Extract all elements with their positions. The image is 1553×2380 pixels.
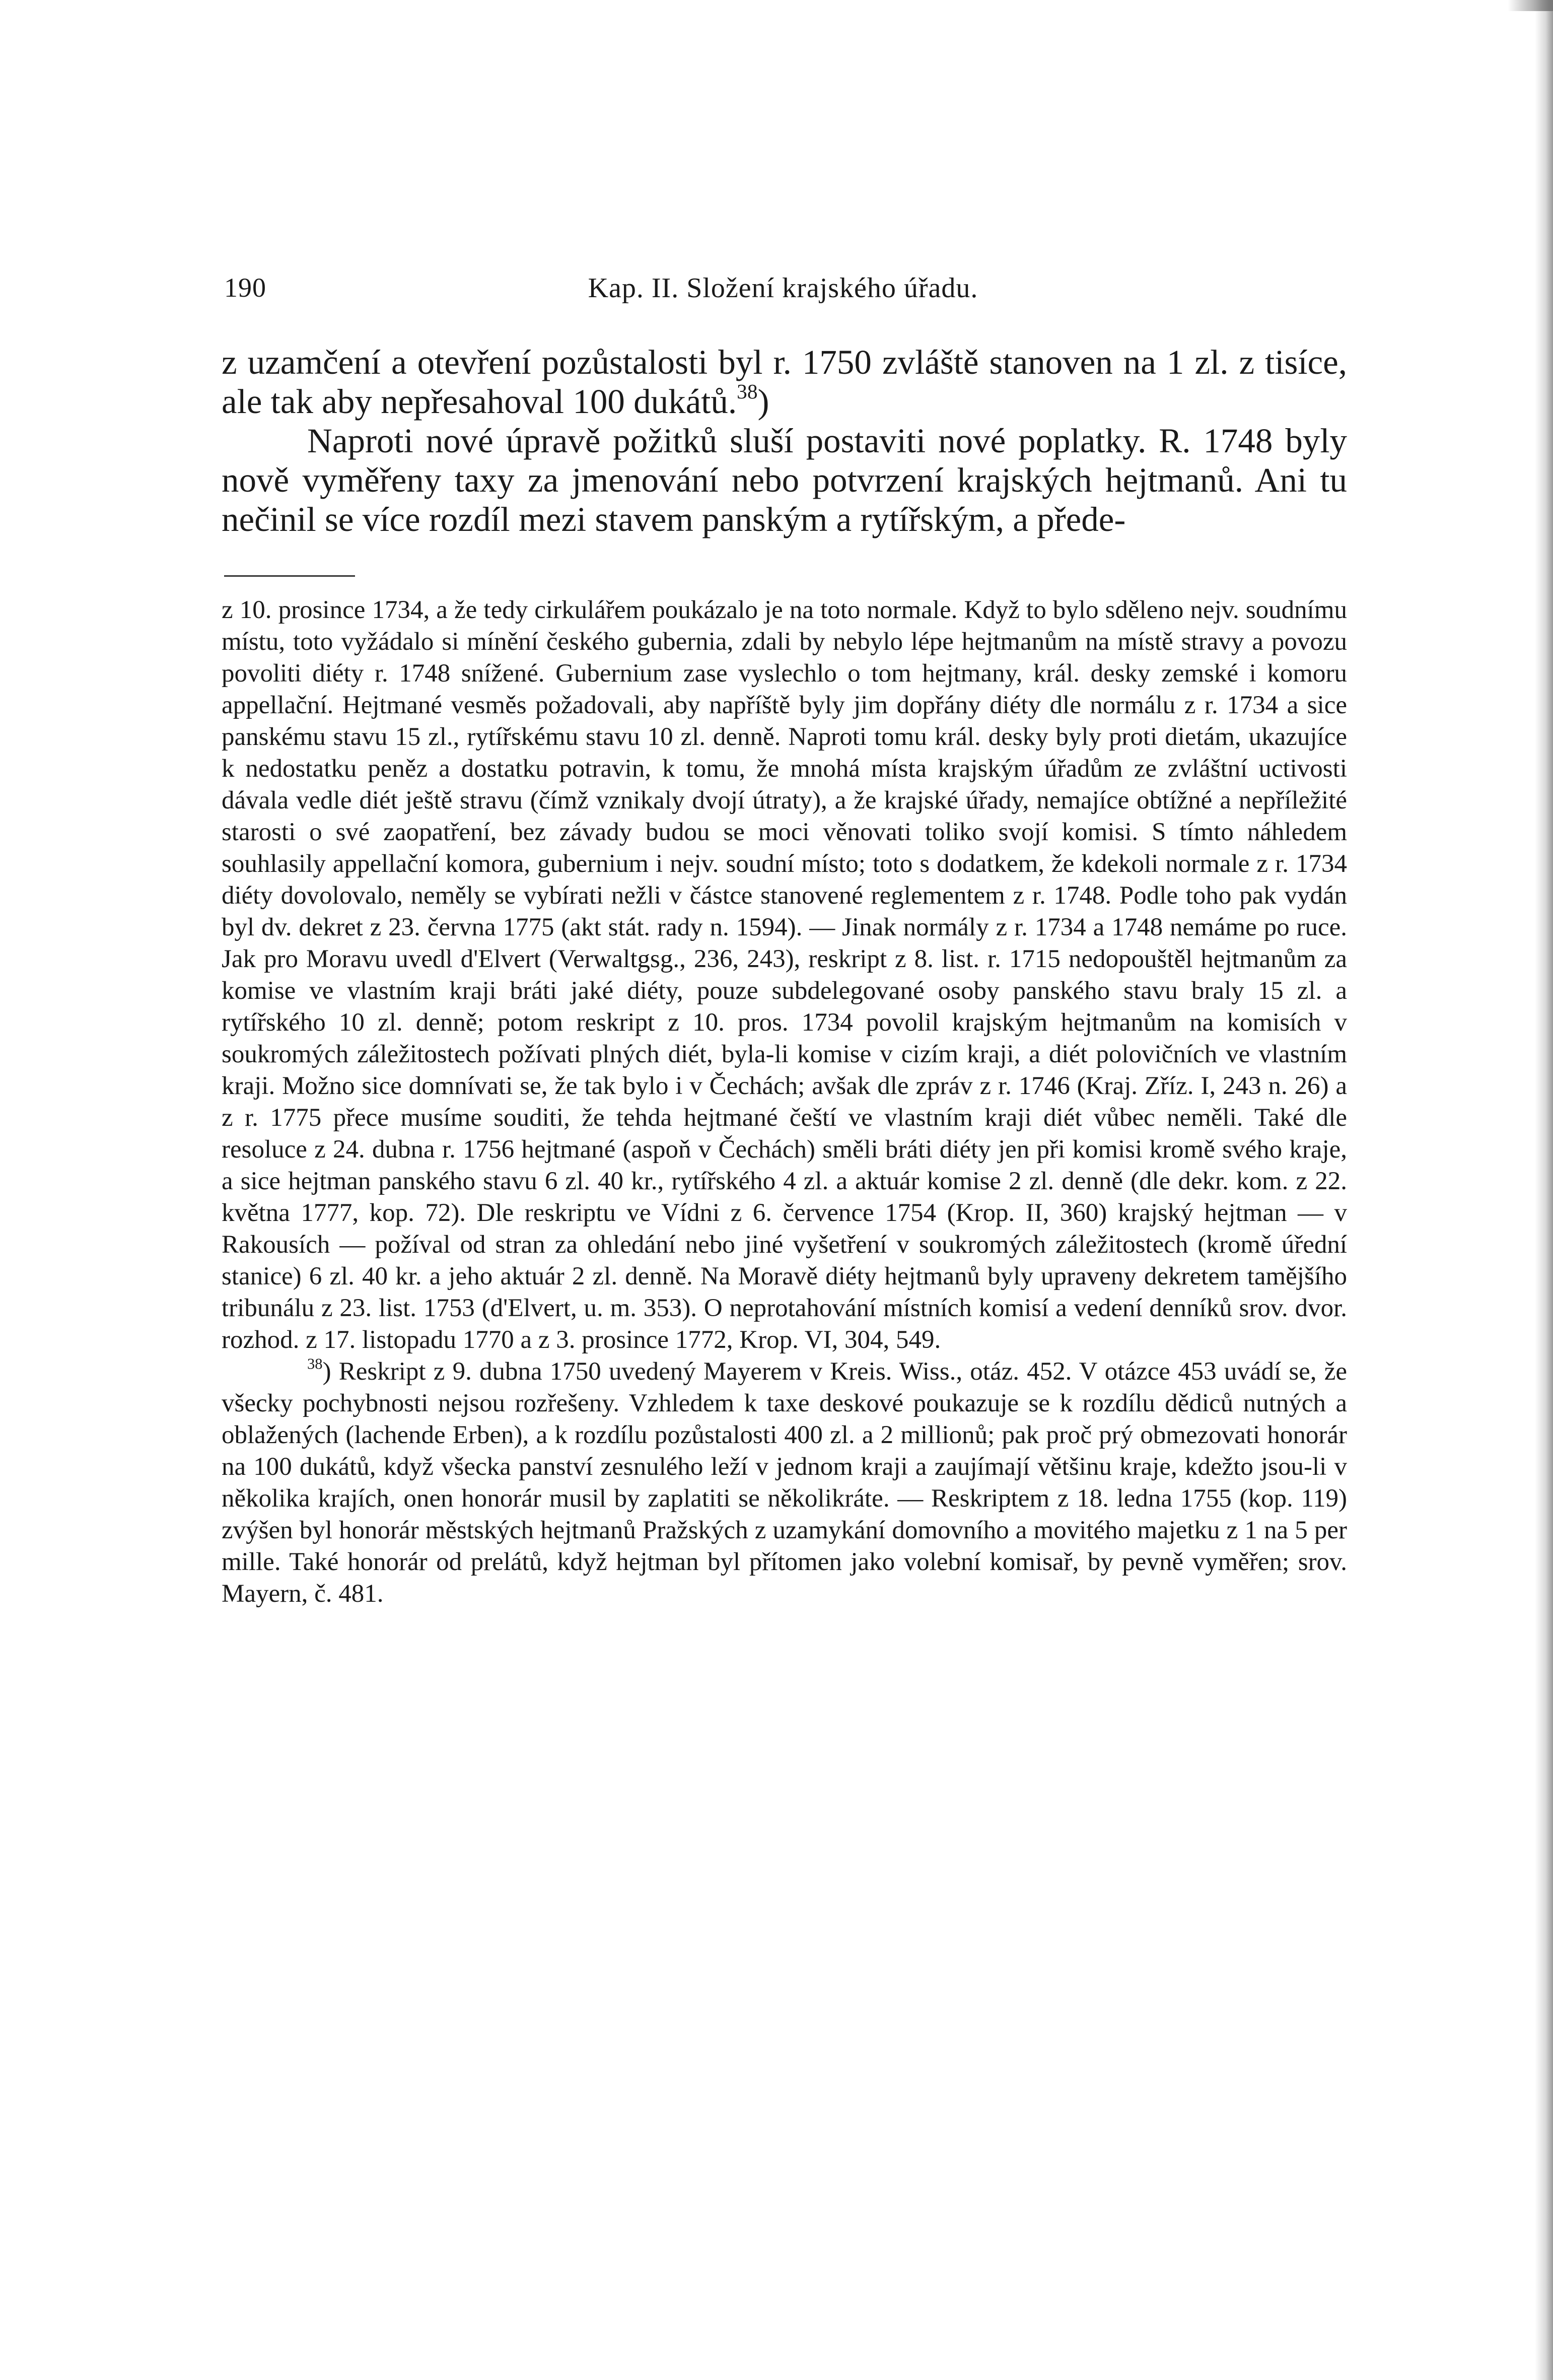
page-header (224, 272, 1342, 307)
paragraph-1-text: z uzamčení a otevření pozůstalosti byl r. 1750 zvláště stanoven na 1 zl. z tisíce, ale tak aby nepřesahoval 100 dukátů. (222, 343, 1347, 421)
footnote-38-text: ) Reskript z 9. dubna 1750 uvedený Mayerem v Kreis. Wiss., otáz. 452. V otázce 453 uvádí se, že všecky pochybnosti nejsou rozřešeny. Vzhledem k taxe deskové poukazuje se k rozdílu dědiců nutných a oblažených (lachende Erben), a k rozdílu pozůstalosti 400 zl. a 2 millionů; pak proč prý obmezovati honorár na 100 dukátů, když všecka panství zesnulého leží v jednom kraji a zaujímají většinu kraje, kdežto jsou-li v několika krajích, onen honorár musil by zaplatiti se několikráte. — Reskriptem z 18. ledna 1755 (kop. 119) zvýšen byl honorár městských hejtmanů Pražských z uzamykání domovního a movitého majetku z 1 na 5 per mille. Také honorár od prelátů, když hejtman byl přítomen jako volební komisař, by pevně vyměřen; srov. Mayern, č. 481. (222, 1357, 1347, 1608)
paragraph-1-end: ) (757, 382, 769, 421)
running-head: Kap. II. Složení krajského úřadu. (588, 273, 978, 304)
paragraph-1 (222, 343, 1347, 421)
page-number: 190 (224, 273, 266, 303)
footnote-38-marker: 38 (307, 1355, 323, 1373)
paragraph-2: Naproti nové úpravě požitků sluší postaviti nové poplatky. R. 1748 byly nově vyměřeny taxy za jmenování nebo potvrzení krajských hejtmanů. Ani tu nečinil se více rozdíl mezi stavem panským a rytířským, a přede- (222, 422, 1347, 538)
footnotes (222, 594, 1347, 1610)
scan-corner-mark (1508, 0, 1553, 11)
footnote-separator (224, 575, 355, 577)
page-edge-shadow (1535, 0, 1553, 2380)
footnote-continuation: z 10. prosince 1734, a že tedy cirkulářem poukázalo je na toto normale. Když to bylo sděleno nejv. soudnímu místu, toto vyžádalo si mínění českého gubernia, zdali by nebylo lépe hejtmanům na místě stravy a povozu povoliti diéty r. 1748 snížené. Gubernium zase vyslechlo o tom hejtmany, král. desky zemské i komoru appellační. Hejtmané vesměs požadovali, aby napříště byly jim dopřány diéty dle normálu z r. 1734 a sice panskému stavu 15 zl., rytířskému stavu 10 zl. denně. Naproti tomu král. desky byly proti dietám, ukazujíce k nedostatku peněz a dostatku potravin, k tomu, že mnohá místa krajským úřadům ze zvláštní uctivosti dávala vedle diét ještě stravu (čímž vznikaly dvojí útraty), a že krajské úřady, nemajíce obtížné a nepříležité starosti o své zaopatření, bez závady budou se moci věnovati toliko svojí komisi. S tímto náhledem souhlasily appellační komora, gubernium i nejv. soudní místo; toto s dodatkem, že kdekoli normale z r. 1734 diéty dovolovalo, neměly se vybírati nežli v částce stanovené reglementem z r. 1748. Podle toho pak vydán byl dv. dekret z 23. června 1775 (akt stát. rady n. 1594). — Jinak normály z r. 1734 a 1748 nemáme po ruce. Jak pro Moravu uvedl d'Elvert (Verwaltgsg., 236, 243), reskript z 8. list. r. 1715 nedopouštěl hejtmanům za komise ve vlastním kraji bráti jaké diéty, pouze subdelegované osoby panského stavu braly 15 zl. a rytířského 10 zl. denně; potom reskript z 10. pros. 1734 povolil krajským hejtmanům na komisích v soukromých záležitostech požívati plných diét, byla-li komise v cizím kraji, a diét polovičních ve vlastním kraji. Možno sice domnívati se, že tak bylo i v Čechách; avšak dle zpráv z r. 1746 (Kraj. Zříz. I, 243 n. 26) a z r. 1775 přece musíme souditi, že tehda hejtmané čeští ve vlastním kraji diét vůbec neměli. Také dle resoluce z 24. dubna r. 1756 hejtmané (aspoň v Čechách) směli bráti diéty jen při komisi kromě svého kraje, a sice hejtman panského stavu 6 zl. 40 kr., rytířského 4 zl. a aktuár komise 2 zl. denně (dle dekr. kom. z 22. května 1777, kop. 72). Dle reskriptu ve Vídni z 6. července 1754 (Krop. II, 360) krajský hejtman — v Rakousích — požíval od stran za ohledání nebo jiné vyšetření v soukromých záležitostech (kromě úřední stanice) 6 zl. 40 kr. a jeho aktuár 2 zl. denně. Na Moravě diéty hejtmanů byly upraveny dekretem tamějšího tribunálu z 23. list. 1753 (d'Elvert, u. m. 353). O neprotahování místních komisí a vedení denníků srov. dvor. rozhod. z 17. listopadu 1770 a z 3. prosince 1772, Krop. VI, 304, 549. (222, 596, 1347, 1354)
footnote-ref-38[interactable]: 38 (737, 380, 758, 403)
footnote-38 (222, 1356, 1347, 1610)
main-text (222, 343, 1347, 539)
